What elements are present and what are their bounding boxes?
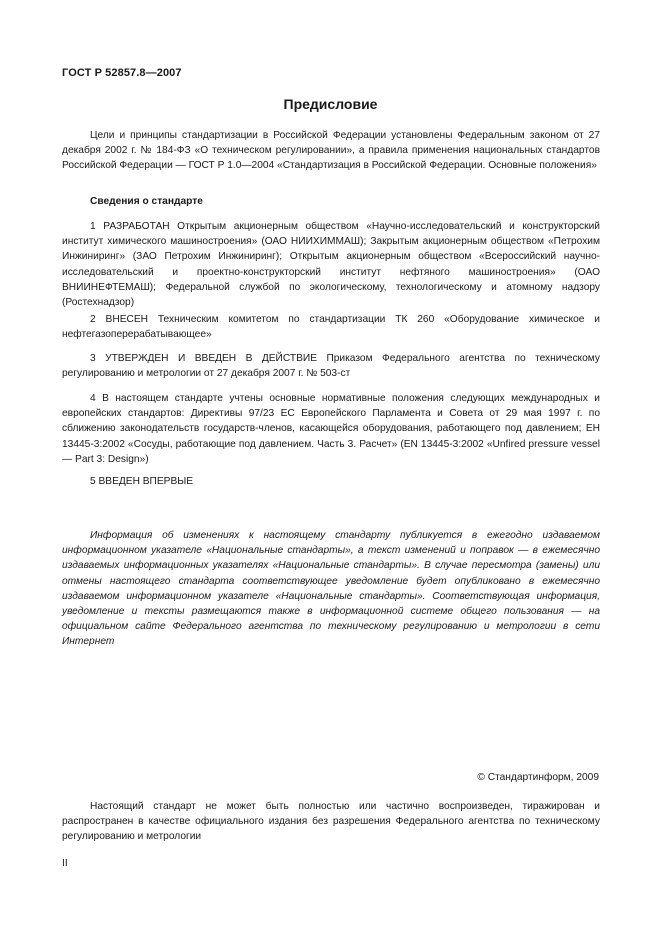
item-developed: 1 РАЗРАБОТАН Открытым акционерным обществом «Научно-исследовательский и конструкторский институт химического машиностроения» (ОАО НИИХИММАШ); Закрытым акционерным обществом «Петрохим Инжиниринг» (ЗАО Петрохим Инжиниринг); Открытым акционерным обществом «Всероссийский научно-исследовательский и проектно-конструкторский институт нефтяного машиностроения» (ОАО ВНИИНЕФТЕМАШ); Федеральной службой по экологическому, технологическому и атомному надзору (Ростехнадзор) (62, 221, 600, 309)
section-heading: Сведения о стандарте (90, 196, 203, 207)
intro-paragraph: Цели и принципы стандартизации в Российской Федерации установлены Федеральным законом от 27 декабря 2002 г. № 184-ФЗ «О техническом регулировании», а правила применения национальных стандартов Российской Федерации — ГОСТ Р 1.0—2004 «Стандартизация в Российской Федерации. Основные положения» (62, 130, 600, 172)
item-introduced: 5 ВВЕДЕН ВПЕРВЫЕ (90, 476, 194, 487)
reproduction-notice: Настоящий стандарт не может быть полностью или частично воспроизведен, тиражирован и распространен в качестве официального издания без разрешения Федерального агентства по техническому регулированию и метрологии (62, 801, 600, 843)
item-submitted: 2 ВНЕСЕН Техническим комитетом по стандартизации ТК 260 «Оборудование химическое и нефтегазоперерабатывающее» (62, 314, 600, 341)
page-number: II (62, 858, 68, 869)
notice-paragraph: Информация об изменениях к настоящему стандарту публикуется в ежегодно издаваемом информационном указателе «Национальные стандарты», а текст изменений и поправок — в ежемесячно издаваемых информационных указателях «Национальные стандарты». В случае пересмотра (замены) или отмены настоящего стандарта соответствующее уведомление будет опубликовано в ежемесячно издаваемом информационном указателе «Национальные стандарты». Соответствующая информация, уведомление и тексты размещаются также в информационной системе общего пользования — на официальном сайте Федерального агентства по техническому регулированию и метрологии в сети Интернет (62, 530, 600, 648)
standard-code: ГОСТ Р 52857.8—2007 (62, 67, 182, 79)
page-title: Предисловие (283, 96, 378, 112)
copyright-line: © Стандартинформ, 2009 (477, 772, 599, 783)
item-international-standards: 4 В настоящем стандарте учтены основные нормативные положения следующих международных и европейских стандартов: Директивы 97/23 ЕС Европейского Парламента и Совета от 29 мая 1997 г. по сближению законодательств государств-членов, касающейся оборудования, работающего под давлением; EH 13445-3:2002 «Сосуды, работающие под давлением. Часть 3. Расчет» (EN 13445-3:2002 «Unfired pressure vessel — Part 3: Design») (62, 393, 600, 465)
item-approved: 3 УТВЕРЖДЕН И ВВЕДЕН В ДЕЙСТВИЕ Приказом Федерального агентства по техническому регулированию и метрологии от 27 декабря 2007 г. № 503-ст (62, 353, 600, 380)
